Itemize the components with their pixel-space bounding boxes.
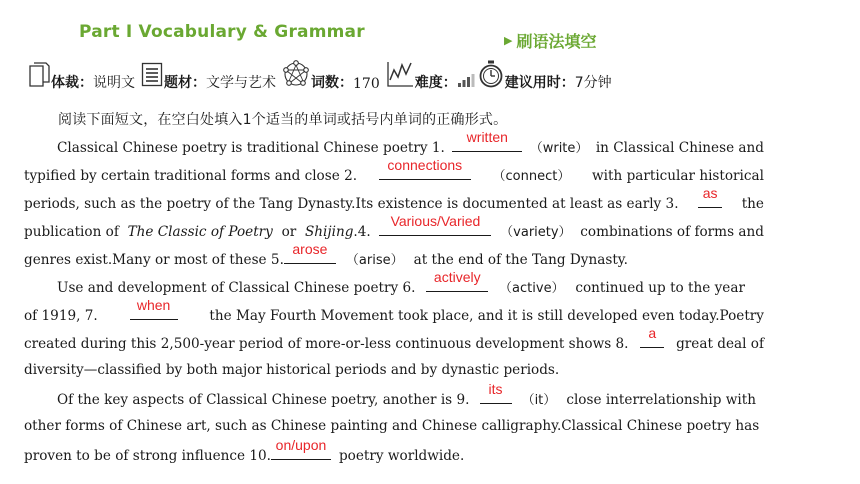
time-value: 7分钟 [574,75,612,91]
page-title: Part Ⅰ Vocabulary & Grammar [79,22,365,42]
hint-word: （arise） [345,253,404,268]
passage-text: combinations of forms and [580,224,764,240]
line-graph-icon [386,60,414,92]
time-label: 建议用时： [504,75,575,91]
answer-text: on/upon [275,437,327,453]
play-triangle-icon: ▶ [504,34,513,47]
passage-text: publication of [24,224,119,240]
passage-line [24,361,565,379]
answer-blank-8 [640,325,664,348]
hint-word: （write） [529,141,589,156]
answer-text: Various/Varied [390,213,481,229]
genre-label: 体裁： [51,75,93,91]
hint-word: （active） [499,281,565,296]
answer-blank-2 [379,157,471,180]
network-icon [282,60,310,92]
passage-line [24,213,764,242]
passage-text: in Classical Chinese and [595,140,764,156]
passage-text: with particular historical [592,168,764,184]
passage-line [24,437,764,465]
answer-blank-5 [284,241,336,264]
hint-word: （variety） [500,225,572,240]
hint-word: （it） [521,393,557,408]
passage-line [24,417,764,435]
answer-text: when [136,297,171,313]
document-icon [28,62,50,92]
passage-text: of 1919, 7. [24,308,98,324]
passage-text: typified by certain traditional forms and close 2. [24,168,358,184]
answer-blank-6 [426,269,488,292]
section-tag-label: 刷语法填空 [516,32,597,51]
passage-text: diversity—classified by both major historical periods and by dynastic periods. [24,362,560,378]
list-icon [141,62,163,92]
answer-text: arose [292,241,328,257]
passage-text: .4. [353,224,371,240]
section-tag [504,29,596,52]
meta-bar [28,62,618,92]
passage-text: genres exist.Many or most of these 5. [24,252,284,268]
passage-text: the May Fourth Movement took place, and it is still developed even today.Poetry [209,308,764,324]
answer-blank-1 [452,129,522,152]
book-title: Shijing [304,224,354,240]
passage-text: proven to be of strong influence 10. [24,448,271,464]
answer-text: connections [387,157,463,173]
difficulty-label: 难度： [414,75,457,91]
passage-text: poetry worldwide. [338,448,465,464]
answer-text: actively [433,269,481,285]
answer-blank-7 [130,297,178,320]
signal-bars-icon [457,72,477,92]
word-count-value: 170 [353,76,380,92]
hint-word: （connect） [492,169,571,184]
passage-line [24,297,764,325]
passage-text: the [741,196,764,212]
stopwatch-icon [478,60,504,92]
answer-blank-4 [379,213,491,236]
passage-line [24,325,764,353]
passage-text: other forms of Chinese art, such as Chinese painting and Chinese calligraphy.Classical Chinese poetry has [24,418,760,434]
topic-value: 文学与艺术 [206,75,276,91]
passage-line [24,157,764,186]
passage-text: Use and development of Classical Chinese poetry 6. [57,280,416,296]
passage-text: close interrelationship with [566,392,756,408]
word-count-label: 词数： [311,75,353,91]
passage-text: great deal of [676,336,764,352]
passage-line [57,381,756,410]
instruction-text: 阅读下面短文，在空白处填入1个适当的单词或括号内单词的正确形式。 [58,112,508,128]
answer-text: as [702,185,718,201]
passage-text: periods, such as the poetry of the Tang Dynasty.Its existence is documented at least as early 3. [24,196,679,212]
answer-text: its [488,381,503,397]
passage-line [24,185,764,213]
answer-blank-10 [271,437,331,460]
topic-label: 题材： [164,75,206,91]
passage-text: Of the key aspects of Classical Chinese poetry, another is 9. [57,392,470,408]
book-title: The Classic of Poetry [127,224,273,240]
answer-text: a [648,325,657,341]
passage-line [24,241,764,270]
passage-text: at the end of the Tang Dynasty. [413,252,628,268]
passage-line [57,129,764,158]
passage-text: created during this 2,500-year period of more-or-less continuous development shows 8. [24,336,629,352]
answer-blank-9 [480,381,512,404]
genre-value: 说明文 [93,75,135,91]
passage-text: Classical Chinese poetry is traditional Chinese poetry 1. [57,140,445,156]
passage-line [57,269,745,298]
answer-blank-3 [698,185,722,208]
answer-text: written [466,129,508,145]
passage-text: continued up to the year [575,280,745,296]
passage-text: or [281,224,297,240]
